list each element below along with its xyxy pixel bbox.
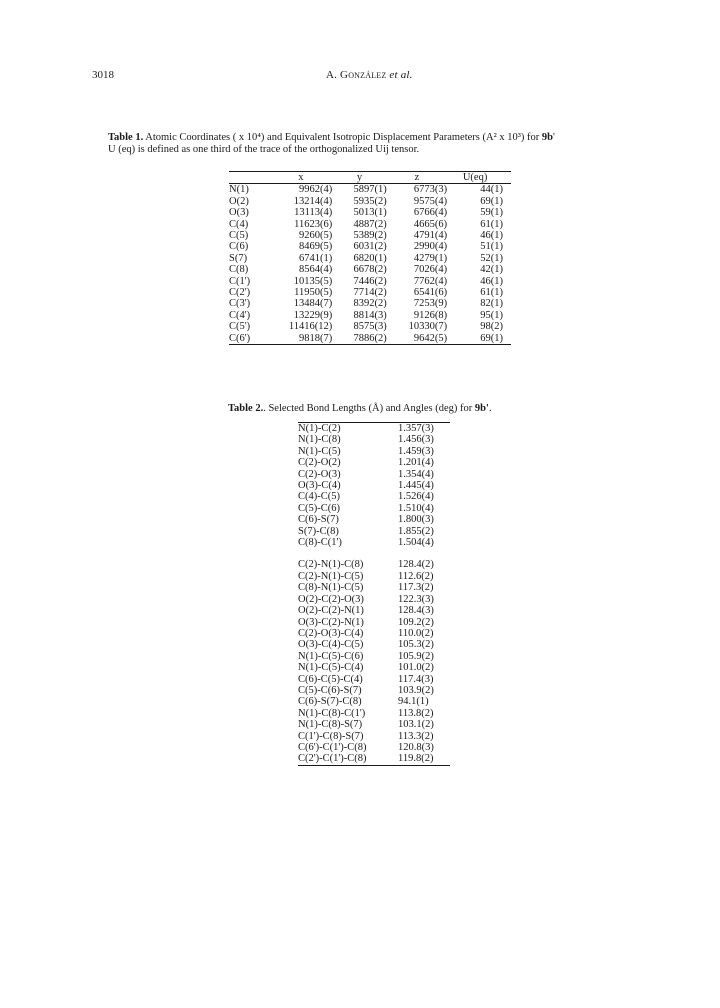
bond-label-cell: C(5)-C(6) (298, 502, 340, 514)
coordinate-cell: 51(1) (480, 241, 503, 253)
bond-angle-row (298, 753, 450, 765)
table1-row (229, 230, 511, 241)
bond-value-cell: 1.526(4) (398, 491, 434, 503)
bond-value-cell: 1.357(3) (398, 423, 450, 435)
coordinate-cell: 52(1) (480, 252, 503, 264)
bond-value-cell: 128.4(3) (398, 605, 434, 617)
bond-value-cell: 1.354(4) (398, 468, 434, 480)
bond-length-row (298, 423, 450, 435)
coordinate-cell: 7446(2) (353, 275, 387, 287)
bond-value-cell: 101.0(2) (398, 662, 434, 674)
bond-label-cell: O(2)-C(2)-O(3) (298, 593, 364, 605)
bond-angle-row (298, 571, 450, 582)
bond-angle-row (298, 731, 450, 742)
coordinate-cell: 8392(2) (353, 298, 387, 310)
coordinate-cell: 7714(2) (353, 287, 387, 299)
atom-label-cell: C(4) (229, 218, 249, 230)
atom-label-cell: O(3) (229, 207, 249, 219)
bond-label-cell: C(2)-O(3) (298, 468, 341, 480)
table1-row (229, 241, 511, 252)
atom-label-cell: C(6') (229, 333, 270, 345)
bond-angle-row (298, 719, 450, 730)
bond-value-cell: 1.800(3) (398, 514, 434, 526)
bond-angle-row (298, 605, 450, 616)
bond-label-cell: C(4)-C(5) (298, 491, 340, 503)
bond-length-row (298, 457, 450, 468)
coordinate-cell: 10330(7) (408, 321, 448, 333)
bond-label-cell: O(3)-C(2)-N(1) (298, 616, 364, 628)
coordinate-cell: 9126(8) (413, 309, 448, 321)
atom-label-cell: C(1') (229, 275, 251, 287)
bond-value-cell: 105.3(2) (398, 639, 434, 651)
atom-label-cell: C(2') (229, 287, 251, 299)
coordinate-cell: 4887(2) (353, 218, 387, 230)
bond-label-cell: C(6)-S(7)-C(8) (298, 696, 362, 708)
table2-compound: 9b' (474, 403, 489, 414)
bond-value-cell: 1.445(4) (398, 480, 434, 492)
bond-angle-row (298, 674, 450, 685)
bond-value-cell: 117.3(2) (398, 582, 434, 594)
table1-row (229, 310, 511, 321)
bond-value-cell: 128.4(2) (398, 559, 434, 571)
bond-length-row (298, 469, 450, 480)
table1-row (229, 184, 511, 196)
bond-length-row (298, 503, 450, 514)
bond-value-cell: 117.4(3) (398, 673, 434, 685)
coordinate-cell: 13229(9) (293, 309, 333, 321)
bond-value-cell: 1.456(3) (398, 434, 434, 446)
bond-angle-row (298, 594, 450, 605)
bond-angle-row (298, 685, 450, 696)
bond-angle-row (298, 696, 450, 707)
coordinate-cell: 9575(4) (413, 195, 448, 207)
table1-header-cell: z (387, 172, 447, 184)
bond-value-cell: 110.0(2) (398, 627, 434, 639)
bond-label-cell: N(1)-C(5)-C(4) (298, 662, 364, 674)
bond-value-cell: 103.1(2) (398, 719, 434, 731)
table1-header-cell: y (332, 172, 386, 184)
coordinate-cell: 42(1) (480, 264, 503, 276)
table1-row (229, 207, 511, 218)
coordinate-cell: 13214(4) (293, 195, 333, 207)
coordinate-cell: 44(1) (480, 184, 503, 196)
coordinate-cell: 46(1) (480, 275, 503, 287)
table1-header-cell: U(eq) (447, 172, 511, 184)
bond-label-cell: N(1)-C(8) (298, 434, 341, 446)
bond-label-cell: N(1)-C(2) (298, 423, 398, 435)
atom-label-cell: O(2) (229, 195, 249, 207)
bond-value-cell: 1.855(2) (398, 525, 434, 537)
coordinate-cell: 11950(5) (294, 287, 333, 299)
coordinate-cell: 6031(2) (353, 241, 387, 253)
table1-compound: 9b (541, 132, 553, 143)
bond-length-row (298, 434, 450, 445)
atom-label-cell: C(5') (229, 321, 251, 333)
author-suffix: et al. (386, 69, 413, 81)
bond-label-cell: O(3)-C(4) (298, 480, 341, 492)
coordinate-cell: 8564(4) (298, 264, 333, 276)
atom-label-cell: C(5) (229, 230, 249, 242)
bond-value-cell: 1.201(4) (398, 457, 434, 469)
atom-label-cell: S(7) (229, 252, 248, 264)
table1-row (229, 264, 511, 275)
bond-lengths-angles-table (298, 422, 450, 766)
table2-caption-tail: . (488, 403, 492, 414)
coordinate-cell: 82(1) (480, 298, 503, 310)
table2-caption-text: . Selected Bond Lengths (Å) and Angles (deg) for (263, 403, 475, 414)
bond-label-cell: N(1)-C(8)-S(7) (298, 719, 363, 731)
coordinate-cell: 6741(1) (298, 252, 333, 264)
coordinate-cell: 59(1) (480, 207, 503, 219)
table1-row (229, 333, 511, 345)
table2-label: Table 2. (228, 403, 264, 414)
bond-label-cell: C(2)-O(3)-C(4) (298, 627, 364, 639)
bond-angle-row (298, 708, 450, 719)
coordinate-cell: 7253(9) (413, 298, 448, 310)
coordinate-cell: 4665(6) (413, 218, 448, 230)
bond-label-cell: C(2)-O(2) (298, 457, 341, 469)
coordinate-cell: 6820(1) (353, 252, 387, 264)
atom-label-cell: C(3') (229, 298, 251, 310)
coordinate-cell: 4279(1) (413, 252, 448, 264)
coordinate-cell: 7762(4) (413, 275, 448, 287)
coordinate-cell: 5935(2) (353, 195, 387, 207)
bond-angle-row (298, 651, 450, 662)
coordinate-cell: 69(1) (447, 333, 511, 345)
coordinate-cell: 9260(5) (298, 230, 333, 242)
coordinate-cell: 8575(3) (353, 321, 387, 333)
bond-label-cell: N(1)-C(5)-C(6) (298, 650, 364, 662)
page-number: 3018 (92, 69, 114, 81)
table1-row (229, 287, 511, 298)
coordinate-cell: 10135(5) (293, 275, 333, 287)
bond-label-cell: N(1)-C(8)-C(1') (298, 707, 366, 719)
table1-row (229, 196, 511, 207)
coordinate-cell: 6678(2) (353, 264, 387, 276)
atom-label-cell: C(4') (229, 309, 251, 321)
bond-value-cell: 112.6(2) (398, 570, 434, 582)
coordinate-cell: 61(1) (480, 218, 503, 230)
table1-header-row (229, 172, 511, 184)
bond-label-cell: C(2)-N(1)-C(5) (298, 570, 364, 582)
coordinate-cell: 7026(4) (413, 264, 448, 276)
coordinate-cell: 8814(3) (353, 309, 387, 321)
coordinate-cell: 4791(4) (413, 230, 448, 242)
coordinate-cell: 6541(6) (413, 287, 448, 299)
coordinate-cell: 11416(12) (288, 321, 333, 333)
table1-row (229, 321, 511, 332)
coordinate-cell: 13113(4) (294, 207, 333, 219)
bond-label-cell: S(7)-C(8) (298, 525, 339, 537)
coordinate-cell: 95(1) (480, 309, 503, 321)
table2-caption (228, 403, 492, 415)
coordinate-cell: 2990(4) (413, 241, 448, 253)
section-spacer (298, 548, 450, 559)
bond-value-cell: 122.3(3) (398, 593, 434, 605)
coordinate-cell: 6766(4) (413, 207, 448, 219)
coordinate-cell: 5897(1) (353, 184, 387, 196)
bond-label-cell: N(1)-C(5) (298, 445, 341, 457)
bond-angle-row (298, 559, 450, 570)
bond-label-cell: C(2')-C(1')-C(8) (298, 753, 398, 765)
table1-caption-tail: ' (552, 132, 555, 143)
bond-label-cell: C(8)-C(1') (298, 537, 342, 549)
coordinate-cell: 9962(4) (298, 184, 333, 196)
coordinate-cell: 61(1) (480, 287, 503, 299)
table1-caption-line2: U (eq) is defined as one third of the trace of the orthogonalized Uij tensor. (108, 144, 420, 155)
atomic-coordinates-table (229, 171, 511, 345)
bond-label-cell: C(8)-N(1)-C(5) (298, 582, 364, 594)
coordinate-cell: 7886(2) (332, 333, 386, 345)
bond-value-cell: 119.8(2) (398, 753, 450, 765)
table1-row (229, 219, 511, 230)
bond-label-cell: O(2)-C(2)-N(1) (298, 605, 364, 617)
bond-value-cell: 105.9(2) (398, 650, 434, 662)
coordinate-cell: 6773(3) (413, 184, 448, 196)
bond-value-cell: 1.504(4) (398, 537, 434, 549)
bond-label-cell: C(5)-C(6)-S(7) (298, 684, 362, 696)
table1-label: Table 1. (108, 132, 144, 143)
bond-value-cell: 113.8(2) (398, 707, 434, 719)
bond-length-row (298, 491, 450, 502)
coordinate-cell: 5389(2) (353, 230, 387, 242)
bond-label-cell: C(6')-C(1')-C(8) (298, 741, 367, 753)
table1-header-cell (229, 172, 270, 184)
coordinate-cell: 9642(5) (387, 333, 447, 345)
coordinate-cell: 13484(7) (293, 298, 333, 310)
atom-label-cell: C(6) (229, 241, 249, 253)
bond-value-cell: 1.459(3) (398, 445, 434, 457)
bond-value-cell: 113.3(2) (398, 730, 434, 742)
author-initial: A. (326, 69, 341, 81)
table1-row (229, 298, 511, 309)
bond-angle-row (298, 617, 450, 628)
bond-label-cell: C(1')-C(8)-S(7) (298, 730, 364, 742)
running-header (326, 69, 413, 81)
bond-label-cell: C(6)-C(5)-C(4) (298, 673, 363, 685)
bond-value-cell: 109.2(2) (398, 616, 434, 628)
table1-header-cell: x (270, 172, 333, 184)
bond-angle-row (298, 639, 450, 650)
bond-angle-row (298, 628, 450, 639)
author-surname: González (340, 69, 387, 81)
coordinate-cell: 46(1) (480, 230, 503, 242)
coordinate-cell: 69(1) (480, 195, 503, 207)
bond-value-cell: 1.510(4) (398, 502, 434, 514)
atom-label-cell: C(8) (229, 264, 249, 276)
bond-label-cell: C(6)-S(7) (298, 514, 339, 526)
bond-value-cell: 103.9(2) (398, 684, 434, 696)
table1-caption-text: Atomic Coordinates ( x 10⁴) and Equivalent Isotropic Displacement Parameters (A² x 10³) for (143, 132, 542, 143)
bond-label-cell: C(2)-N(1)-C(8) (298, 559, 364, 571)
bond-value-cell: 94.1(1) (398, 696, 429, 708)
bond-length-row (298, 480, 450, 491)
table1-row (229, 276, 511, 287)
atom-label-cell: N(1) (229, 184, 249, 196)
bond-angle-row (298, 582, 450, 593)
coordinate-cell: 11623(6) (294, 218, 333, 230)
bond-length-row (298, 514, 450, 525)
bond-value-cell: 120.8(3) (398, 741, 434, 753)
bond-label-cell: O(3)-C(4)-C(5) (298, 639, 364, 651)
coordinate-cell: 98(2) (480, 321, 503, 333)
coordinate-cell: 9818(7) (270, 333, 333, 345)
table1-caption-line1 (108, 132, 555, 144)
coordinate-cell: 5013(1) (353, 207, 387, 219)
bond-angle-row (298, 662, 450, 673)
coordinate-cell: 8469(5) (298, 241, 333, 253)
table1-row (229, 253, 511, 264)
bond-angle-row (298, 742, 450, 753)
bond-length-row (298, 526, 450, 537)
bond-length-row (298, 537, 450, 548)
bond-length-row (298, 446, 450, 457)
